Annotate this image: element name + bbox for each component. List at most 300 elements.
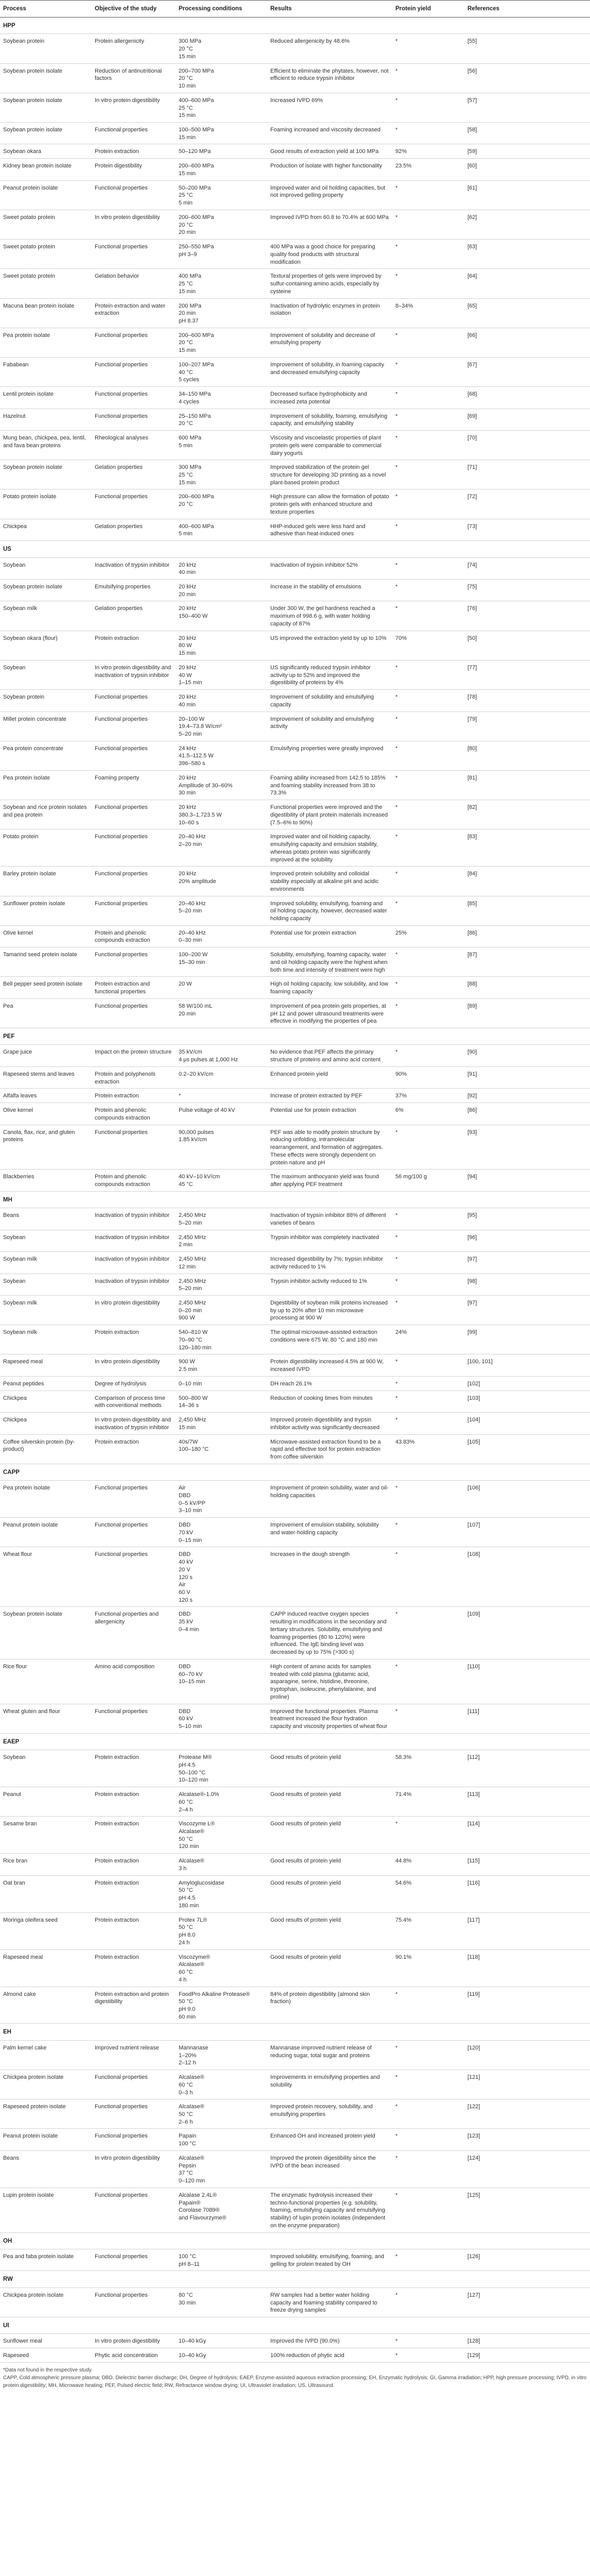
header-objective: Objective of the study <box>92 1 176 18</box>
cell-results: Solubility, emulsifying, foaming capacity, water and oil holding capacity were the highest when both time and intensity of treatment were high <box>267 947 392 977</box>
table-row <box>0 210 590 239</box>
cell-conditions: 2,450 MHz 5–20 min <box>176 1274 267 1295</box>
cell-results: Enhanced protein yield <box>267 1066 392 1088</box>
cell-conditions: 0–10 min <box>176 1376 267 1391</box>
cell-objective: Functional properties <box>92 409 176 430</box>
cell-reference: [118] <box>464 1950 590 1987</box>
cell-objective: Protein extraction <box>92 1817 176 1854</box>
cell-reference: [108] <box>464 1547 590 1607</box>
cell-yield: 71.4% <box>392 1787 464 1817</box>
cell-yield: * <box>392 1607 464 1659</box>
cell-yield: * <box>392 1987 464 2024</box>
cell-process: Soybean okara (flour) <box>0 631 92 660</box>
cell-objective: In vitro protein digestibility <box>92 1354 176 1376</box>
cell-conditions: 100–500 MPa 15 min <box>176 123 267 144</box>
table-row <box>0 867 590 896</box>
cell-yield: * <box>392 1376 464 1391</box>
cell-objective: Inactivation of trypsin inhibitor <box>92 1252 176 1274</box>
cell-reference: [128] <box>464 2334 590 2348</box>
cell-objective: Inactivation of trypsin inhibitor <box>92 1274 176 1295</box>
cell-objective: In vitro protein digestibility <box>92 210 176 239</box>
cell-conditions: 20–40 kHz 5–20 min <box>176 896 267 925</box>
cell-reference: [120] <box>464 2040 590 2070</box>
cell-process: Alfalfa leaves <box>0 1089 92 1103</box>
table-row <box>0 93 590 122</box>
cell-yield: * <box>392 2348 464 2363</box>
table-footnotes <box>0 2363 590 2390</box>
cell-conditions: 100 °C pH 8–11 <box>176 2249 267 2270</box>
cell-objective: Foaming property <box>92 770 176 800</box>
cell-reference: [61] <box>464 180 590 210</box>
cell-reference: [129] <box>464 2348 590 2363</box>
cell-results: Potential use for protein extraction <box>267 1103 392 1125</box>
cell-reference: [114] <box>464 1817 590 1854</box>
cell-process: Pea protein isolate <box>0 1481 92 1518</box>
cell-results: Increased IVPD 69% <box>267 93 392 122</box>
table-row <box>0 2188 590 2232</box>
cell-process: Chickpea <box>0 1391 92 1412</box>
cell-process: Rice flour <box>0 1659 92 1704</box>
cell-objective: Gelation properties <box>92 519 176 540</box>
cell-objective: Phytic acid concentration <box>92 2348 176 2363</box>
cell-conditions: Protease M® pH 4.5 50–100 °C 10–120 min <box>176 1750 267 1787</box>
cell-reference: [59] <box>464 144 590 159</box>
table-row <box>0 1518 590 1547</box>
table-row <box>0 63 590 93</box>
cell-objective: Degree of hydrolysis <box>92 1376 176 1391</box>
cell-process: Sesame bran <box>0 1817 92 1854</box>
section-label: EH <box>0 2024 590 2040</box>
cell-yield: * <box>392 741 464 770</box>
cell-yield: * <box>392 1547 464 1607</box>
cell-process: Wheat gluten and flour <box>0 1704 92 1733</box>
cell-conditions: 400–600 MPa 5 min <box>176 519 267 540</box>
table-row <box>0 1750 590 1787</box>
cell-process: Potato protein isolate <box>0 489 92 519</box>
cell-conditions: 900 W 2.5 min <box>176 1354 267 1376</box>
cell-process: Soybean protein isolate <box>0 580 92 601</box>
cell-results: Improved solubility, emulsifying, foaming, and gelling for protein treated by OH <box>267 2249 392 2270</box>
cell-results: Improved protein recovery, solubility, and emulsifying properties <box>267 2099 392 2129</box>
cell-objective: Functional properties <box>92 2070 176 2099</box>
cell-process: Olive kernel <box>0 1103 92 1125</box>
cell-results: Improvement of emulsion stability, solubility and water-holding capacity <box>267 1518 392 1547</box>
cell-results: Improvements in emulsifying properties and solubility <box>267 2070 392 2099</box>
table-row <box>0 1434 590 1464</box>
cell-conditions: Papain 100 °C <box>176 2129 267 2150</box>
cell-reference: [97] <box>464 1252 590 1274</box>
cell-objective: Protein and phenolic compounds extraction <box>92 925 176 947</box>
cell-process: Peanut protein isolate <box>0 180 92 210</box>
cell-conditions: 2,450 MHz 15 min <box>176 1413 267 1434</box>
cell-process: Grape juice <box>0 1045 92 1066</box>
section-row <box>0 1191 590 1208</box>
cell-reference: [79] <box>464 711 590 741</box>
cell-reference: [115] <box>464 1854 590 1875</box>
cell-results: Decreased surface hydrophobicity and increased zeta potential <box>267 387 392 409</box>
cell-objective: Functional properties <box>92 2249 176 2270</box>
cell-process: Soybean and rice protein isolates and pea protein <box>0 800 92 829</box>
cell-objective: Functional properties <box>92 896 176 925</box>
cell-yield: * <box>392 519 464 540</box>
table-row <box>0 601 590 631</box>
cell-objective: Reduction of antinutritional factors <box>92 63 176 93</box>
cell-process: Mung bean, chickpea, pea, lentil, and fava bean proteins <box>0 431 92 460</box>
cell-process: Lentil protein isolate <box>0 387 92 409</box>
cell-conditions: 300 MPa 20 °C 15 min <box>176 34 267 63</box>
cell-objective: Functional properties <box>92 741 176 770</box>
section-label: US <box>0 541 590 557</box>
table-row <box>0 1413 590 1434</box>
table-row <box>0 770 590 800</box>
cell-yield: * <box>392 977 464 998</box>
cell-conditions: 300 MPa 25 °C 15 min <box>176 460 267 489</box>
cell-conditions: 20–40 kHz 2–20 min <box>176 829 267 867</box>
cell-process: Pea <box>0 998 92 1028</box>
cell-results: Under 300 W, the gel hardness reached a maximum of 998.6 g, with water holding capacity of 87% <box>267 601 392 631</box>
cell-objective: Functional properties <box>92 357 176 386</box>
cell-objective: Functional properties <box>92 998 176 1028</box>
cell-process: Chickpea <box>0 1413 92 1434</box>
cell-yield: * <box>392 770 464 800</box>
cell-process: Soybean okara <box>0 144 92 159</box>
cell-conditions: Alcalase® 50 °C 2–6 h <box>176 2099 267 2129</box>
cell-yield: * <box>392 2188 464 2232</box>
cell-reference: [75] <box>464 580 590 601</box>
cell-conditions: 20 kHz 380.3–1,723.5 W 10–60 s <box>176 800 267 829</box>
cell-reference: [60] <box>464 159 590 180</box>
cell-reference: [67] <box>464 357 590 386</box>
table-row <box>0 409 590 430</box>
cell-reference: [50] <box>464 631 590 660</box>
cell-objective: Protein extraction and water extraction <box>92 298 176 328</box>
cell-objective: Gelation properties <box>92 601 176 631</box>
cell-conditions: Protex 7L® 50 °C pH 8.0 24 h <box>176 1912 267 1950</box>
cell-reference: [78] <box>464 690 590 711</box>
cell-objective: Functional properties <box>92 1125 176 1170</box>
cell-process: Barley protein isolate <box>0 867 92 896</box>
cell-process: Soybean milk <box>0 601 92 631</box>
cell-reference: [99] <box>464 1325 590 1354</box>
cell-conditions: Viscozyme L® Alcalase® 50 °C 120 min <box>176 1817 267 1854</box>
cell-yield: * <box>392 2287 464 2317</box>
cell-yield: * <box>392 1518 464 1547</box>
cell-conditions: 20 kHz 40 min <box>176 690 267 711</box>
cell-results: Good results of protein yield <box>267 1875 392 1912</box>
cell-yield: * <box>392 1413 464 1434</box>
cell-conditions: Alcalase 2.4L® Papain® Corolase 7089® and Flavourzyme® <box>176 2188 267 2232</box>
cell-yield: * <box>392 1481 464 1518</box>
cell-process: Soybean protein isolate <box>0 93 92 122</box>
table-row <box>0 123 590 144</box>
cell-yield: * <box>392 431 464 460</box>
cell-reference: [83] <box>464 829 590 867</box>
cell-objective: Protein and phenolic compounds extraction <box>92 1170 176 1191</box>
cell-reference: [55] <box>464 34 590 63</box>
cell-reference: [107] <box>464 1518 590 1547</box>
cell-yield: * <box>392 998 464 1028</box>
cell-process: Soybean milk <box>0 1296 92 1325</box>
cell-conditions: DBD 60–70 kV 10–15 min <box>176 1659 267 1704</box>
cell-objective: Functional properties <box>92 2129 176 2150</box>
cell-reference: [71] <box>464 460 590 489</box>
cell-objective: Functional properties <box>92 1704 176 1733</box>
cell-results: Good results of protein yield <box>267 1787 392 1817</box>
table-row <box>0 1376 590 1391</box>
table-row <box>0 2099 590 2129</box>
cell-results: HHP-induced gels were less hard and adhesive than heat-induced ones <box>267 519 392 540</box>
cell-yield: 6% <box>392 1103 464 1125</box>
table-row <box>0 431 590 460</box>
cell-conditions: Amyloglucosidase 50 °C pH 4.5 180 min <box>176 1875 267 1912</box>
cell-results: 400 MPa was a good choice for preparing quality food products with structural modification <box>267 240 392 269</box>
cell-conditions: 20 kHz 20 min <box>176 580 267 601</box>
table-row <box>0 660 590 689</box>
cell-objective: Protein extraction <box>92 631 176 660</box>
table-row <box>0 1296 590 1325</box>
table-row <box>0 580 590 601</box>
cell-yield: * <box>392 1208 464 1230</box>
cell-process: Soybean <box>0 557 92 579</box>
cell-objective: Functional properties <box>92 947 176 977</box>
table-row <box>0 159 590 180</box>
cell-conditions: 500–800 W 14–36 s <box>176 1391 267 1412</box>
cell-process: Soybean protein isolate <box>0 123 92 144</box>
table-row <box>0 269 590 298</box>
cell-yield: * <box>392 2334 464 2348</box>
cell-objective: Inactivation of trypsin inhibitor <box>92 1230 176 1251</box>
cell-results: Reduced allergenicity by 48.6% <box>267 34 392 63</box>
cell-yield: * <box>392 1230 464 1251</box>
header-process: Process <box>0 1 92 18</box>
cell-reference: [122] <box>464 2099 590 2129</box>
cell-yield: * <box>392 690 464 711</box>
cell-results: Improvement of solubility and emulsifying capacity <box>267 690 392 711</box>
cell-process: Rice bran <box>0 1854 92 1875</box>
cell-results: Improvement of protein solubility, water and oil-holding capacities <box>267 1481 392 1518</box>
cell-yield: * <box>392 2099 464 2129</box>
cell-process: Pea protein isolate <box>0 770 92 800</box>
cell-conditions: 20 W <box>176 977 267 998</box>
cell-results: Viscosity and viscoelastic properties of plant protein gels were comparable to commercial dairy yogurts <box>267 431 392 460</box>
cell-conditions: 20 kHz 40 min <box>176 557 267 579</box>
cell-reference: [87] <box>464 947 590 977</box>
table-row <box>0 180 590 210</box>
section-label: MH <box>0 1191 590 1208</box>
cell-process: Soybean <box>0 1230 92 1251</box>
cell-process: Bell pepper seed protein isolate <box>0 977 92 998</box>
cell-reference: [88] <box>464 977 590 998</box>
table-row <box>0 1817 590 1854</box>
table-row <box>0 1045 590 1066</box>
cell-results: Increase in the stability of emulsions <box>267 580 392 601</box>
table-row <box>0 1354 590 1376</box>
cell-yield: * <box>392 947 464 977</box>
cell-yield: 44.8% <box>392 1854 464 1875</box>
cell-objective: In vitro protein digestibility <box>92 1296 176 1325</box>
cell-yield: * <box>392 180 464 210</box>
cell-objective: Inactivation of trypsin inhibitor <box>92 557 176 579</box>
table-row <box>0 741 590 770</box>
cell-reference: [74] <box>464 557 590 579</box>
table-row <box>0 2287 590 2317</box>
cell-process: Wheat flour <box>0 1547 92 1607</box>
cell-conditions: Pulse voltage of 40 kV <box>176 1103 267 1125</box>
cell-objective: Protein extraction <box>92 1875 176 1912</box>
table-row <box>0 1103 590 1125</box>
cell-objective: Functional properties <box>92 800 176 829</box>
cell-objective: In vitro protein digestibility <box>92 2334 176 2348</box>
cell-objective: Protein extraction <box>92 1854 176 1875</box>
cell-objective: Protein extraction and protein digestibility <box>92 1987 176 2024</box>
cell-process: Fababean <box>0 357 92 386</box>
cell-conditions: Mannanase 1–20% 2–12 h <box>176 2040 267 2070</box>
cell-conditions: 58 W/100 mL 20 min <box>176 998 267 1028</box>
cell-yield: * <box>392 1817 464 1854</box>
cell-yield: * <box>392 1354 464 1376</box>
cell-yield: * <box>392 460 464 489</box>
cell-reference: [124] <box>464 2150 590 2188</box>
table-row <box>0 711 590 741</box>
cell-results: No evidence that PEF affects the primary structure of proteins and amino acid content <box>267 1045 392 1066</box>
cell-conditions: 100–200 W 15–30 min <box>176 947 267 977</box>
cell-results: Good results of extraction yield at 100 MPa <box>267 144 392 159</box>
cell-process: Hazelnut <box>0 409 92 430</box>
cell-conditions: 200–700 MPa 20 °C 10 min <box>176 63 267 93</box>
cell-objective: Gelation properties <box>92 460 176 489</box>
cell-objective: In vitro protein digestibility <box>92 93 176 122</box>
cell-reference: [63] <box>464 240 590 269</box>
cell-reference: [102] <box>464 1376 590 1391</box>
cell-results: Inactivation of trypsin inhibitor 88% of different varieties of beans <box>267 1208 392 1230</box>
cell-process: Soybean <box>0 1274 92 1295</box>
cell-reference: [76] <box>464 601 590 631</box>
table-row <box>0 1208 590 1230</box>
cell-results: Foaming increased and viscosity decreased <box>267 123 392 144</box>
cell-results: Increase of protein extracted by PEF <box>267 1089 392 1103</box>
cell-reference: [123] <box>464 2129 590 2150</box>
cell-objective: In vitro protein digestibility and inactivation of trypsin inhibitor <box>92 1413 176 1434</box>
cell-reference: [69] <box>464 409 590 430</box>
cell-objective: Rheological analyses <box>92 431 176 460</box>
cell-results: Reduction of cooking times from minutes <box>267 1391 392 1412</box>
cell-conditions: * <box>176 1089 267 1103</box>
section-row <box>0 1733 590 1750</box>
cell-process: Tamarind seed protein isolate <box>0 947 92 977</box>
cell-reference: [90] <box>464 1045 590 1066</box>
cell-process: Pea protein isolate <box>0 328 92 357</box>
table-row <box>0 829 590 867</box>
cell-results: 100% reduction of phytic acid <box>267 2348 392 2363</box>
cell-yield: * <box>392 1391 464 1412</box>
table-row <box>0 1325 590 1354</box>
cell-objective: Improved nutrient release <box>92 2040 176 2070</box>
table-row <box>0 1704 590 1733</box>
footnote-abbreviations: CAPP, Cold atmospheric pressure plasma; DBD, Dielectric barrier discharge; DH, Degree of hydrolysis; EAEP, Enzyme-assisted aqueous extraction processing; EH, Enzymatic hydrolysis; GI, Gamma irradiation; HPP, high pressure processing; IVPD, in vitro protein digestibility; MH, Microwave heating; PEF, Pulsed electric field; RW, Refractance window drying; UI, Ultraviolet irradiation; US, Ultrasound. <box>3 2375 587 2388</box>
cell-process: Rapeseed <box>0 2348 92 2363</box>
cell-conditions: 80 °C 30 min <box>176 2287 267 2317</box>
cell-conditions: 10–40 kGy <box>176 2348 267 2363</box>
cell-conditions: Air DBD 0–5 kV/PP 3–10 min <box>176 1481 267 1518</box>
table-header-row <box>0 1 590 18</box>
cell-yield: 70% <box>392 631 464 660</box>
cell-results: Production of isolate with higher functionality <box>267 159 392 180</box>
cell-process: Beans <box>0 1208 92 1230</box>
cell-objective: Protein extraction <box>92 1787 176 1817</box>
cell-objective: Protein allergenicity <box>92 34 176 63</box>
cell-results: Inactivation of trypsin inhibitor 52% <box>267 557 392 579</box>
table-row <box>0 1274 590 1295</box>
cell-yield: 54.6% <box>392 1875 464 1912</box>
cell-reference: [109] <box>464 1607 590 1659</box>
cell-results: Potential use for protein extraction <box>267 925 392 947</box>
cell-reference: [111] <box>464 1704 590 1733</box>
cell-yield: * <box>392 1125 464 1170</box>
table-row <box>0 2040 590 2070</box>
table-row <box>0 1912 590 1950</box>
cell-reference: [95] <box>464 1208 590 1230</box>
cell-reference: [85] <box>464 896 590 925</box>
cell-results: Improvement of solubility and decrease of emulsifying property <box>267 328 392 357</box>
table-row <box>0 387 590 409</box>
cell-reference: [113] <box>464 1787 590 1817</box>
header-references: References <box>464 1 590 18</box>
cell-results: The enzymatic hydrolysis increased their techno-functional properties (e.g. solubility, foaming, emulsifying capacity and emulsifying stability) of lupin protein isolates (independent on the enzyme preparation) <box>267 2188 392 2232</box>
cell-process: Sunflower meal <box>0 2334 92 2348</box>
cell-yield: * <box>392 1252 464 1274</box>
cell-process: Rapeseed stems and leaves <box>0 1066 92 1088</box>
cell-reference: [56] <box>464 63 590 93</box>
cell-yield: * <box>392 2070 464 2099</box>
cell-conditions: 200–600 MPa 20 °C 20 min <box>176 210 267 239</box>
cell-yield: * <box>392 557 464 579</box>
cell-objective: Protein extraction <box>92 1089 176 1103</box>
table-row <box>0 1787 590 1817</box>
cell-results: Improved the IVPD (90.0%) <box>267 2334 392 2348</box>
cell-conditions: 250–550 MPa pH 3–9 <box>176 240 267 269</box>
cell-yield: * <box>392 1659 464 1704</box>
cell-process: Soybean milk <box>0 1252 92 1274</box>
table-row <box>0 1659 590 1704</box>
cell-process: Soybean protein isolate <box>0 63 92 93</box>
cell-results: Improved solubility, emulsifying, foaming and oil holding capacity, however, decreased water holding capacity <box>267 896 392 925</box>
cell-yield: * <box>392 387 464 409</box>
cell-process: Almond cake <box>0 1987 92 2024</box>
cell-objective: Protein extraction <box>92 144 176 159</box>
cell-process: Potato protein <box>0 829 92 867</box>
cell-process: Chickpea protein isolate <box>0 2287 92 2317</box>
table-row <box>0 690 590 711</box>
cell-process: Rapeseed meal <box>0 1950 92 1987</box>
cell-results: 84% of protein digestibility (almond skin fraction) <box>267 1987 392 2024</box>
cell-objective: Functional properties <box>92 123 176 144</box>
cell-results: The maximum anthocyanin yield was found after applying PEF treatment <box>267 1170 392 1191</box>
cell-yield: 25% <box>392 925 464 947</box>
cell-yield: * <box>392 123 464 144</box>
table-row <box>0 800 590 829</box>
cell-results: Protein digestibility increased 4.5% at 900 W, increased IVPD <box>267 1354 392 1376</box>
cell-conditions: 20–40 kHz 0–30 min <box>176 925 267 947</box>
cell-conditions: 24 kHz 41.5–112.5 W 396–580 s <box>176 741 267 770</box>
cell-objective: Functional properties <box>92 2287 176 2317</box>
cell-reference: [119] <box>464 1987 590 2024</box>
cell-objective: Functional properties <box>92 328 176 357</box>
cell-results: US improved the extraction yield by up to 10% <box>267 631 392 660</box>
cell-reference: [92] <box>464 1089 590 1103</box>
cell-conditions: 200 MPa 20 min pH 8.37 <box>176 298 267 328</box>
cell-reference: [96] <box>464 1230 590 1251</box>
table-row <box>0 896 590 925</box>
